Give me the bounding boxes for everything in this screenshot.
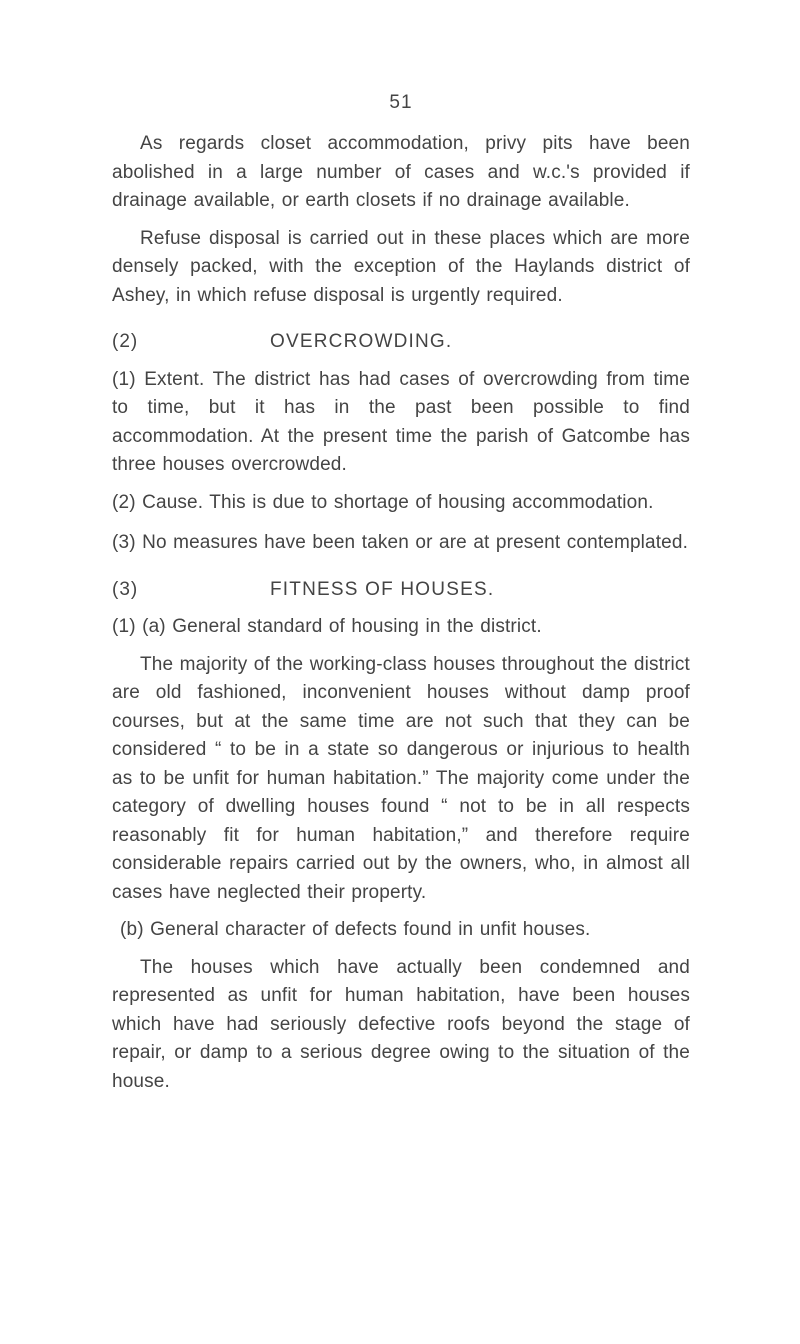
body-text <box>112 130 690 1096</box>
document-page <box>112 0 690 1344</box>
paragraph-general-standard: The majority of the working-class houses throughout the district are old fashioned, inconvenient houses without damp proof courses, but at the same time are not such that they can be considered “ to be in a state so dangerous or injurious to health as to be unfit for human habitation.” The majority come under the category of dwelling houses found “ not to be in all respects reasonably fit for human habitation,” and therefore require considerable repairs carried out by the owners, who, in almost all cases have neglected their property. <box>112 653 690 903</box>
page-number: 51 <box>389 92 413 113</box>
paragraph-overcrowding-measures: (3) No measures have been taken or are at present contemplated. <box>112 532 689 553</box>
subheading-defects: (b) General character of defects found in unfit houses. <box>120 919 591 940</box>
section-number: (2) <box>112 331 139 352</box>
paragraph-closet-accommodation: As regards closet accommodation, privy pits have been abolished in a large number of cases and w.c.'s provided if drainage available, or earth closets if no drainage available. <box>112 133 690 211</box>
section-title: OVERCROWDING. <box>270 331 453 352</box>
paragraph-overcrowding-extent: (1) Extent. The district has had cases of overcrowding from time to time, but it has in the past been possible to find accommodation. At the present time the parish of Gatcombe has three houses overcrowded. <box>112 368 690 475</box>
section-number: (3) <box>112 578 139 600</box>
section-heading-fitness <box>112 576 690 605</box>
section-title: FITNESS OF HOUSES. <box>270 578 495 600</box>
paragraph-refuse-disposal: Refuse disposal is carried out in these places which are more densely packed, with the exception of the Haylands district of Ashey, in which refuse disposal is urgently required. <box>112 227 690 306</box>
subheading-general-standard: (1) (a) General standard of housing in the district. <box>112 616 542 637</box>
section-heading-overcrowding <box>112 328 690 357</box>
paragraph-defects: The houses which have actually been condemned and represented as unfit for human habitation, have been houses which have had seriously defective roofs beyond the stage of repair, or damp to a serious degree owing to the situation of the house. <box>112 956 690 1092</box>
paragraph-overcrowding-cause: (2) Cause. This is due to shortage of housing accommodation. <box>112 491 654 513</box>
